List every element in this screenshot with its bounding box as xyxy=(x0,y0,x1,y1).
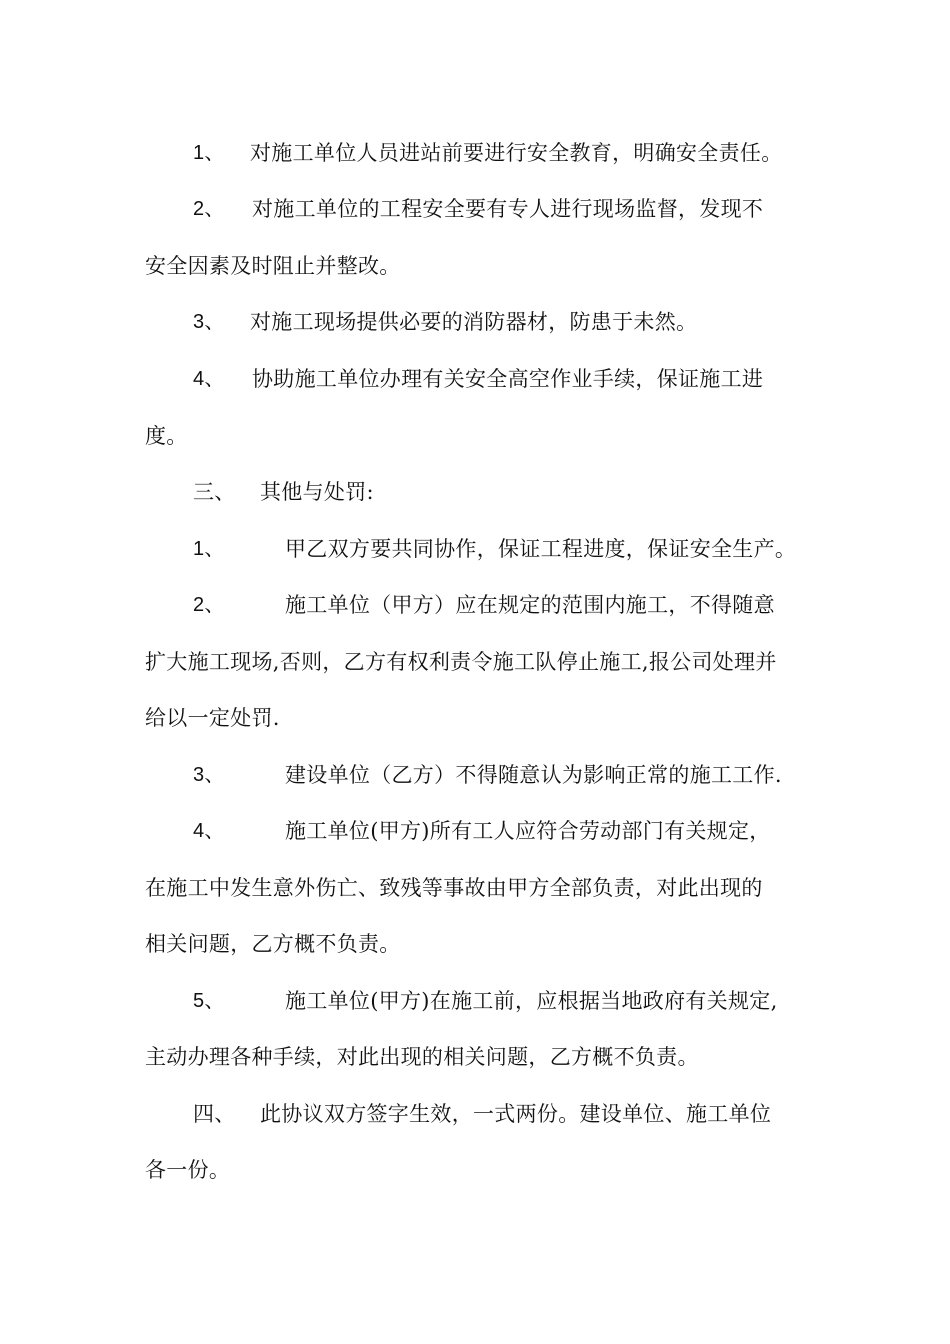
paragraph-continuation xyxy=(0,698,950,738)
item-number: 4、 xyxy=(193,820,225,842)
list-item xyxy=(0,811,950,851)
item-number: 3、 xyxy=(193,311,225,333)
item-text: 扩大施工现场,否则，乙方有权利责令施工队停止施工,报公司处理并 xyxy=(145,650,777,674)
item-text: 施工单位(甲方)在施工前，应根据当地政府有关规定, xyxy=(285,989,778,1013)
item-text: 在施工中发生意外伤亡、致残等事故由甲方全部负责，对此出现的 xyxy=(145,876,763,900)
item-number: 1、 xyxy=(193,142,225,164)
item-number: 2、 xyxy=(193,594,225,616)
list-item xyxy=(0,189,950,229)
item-text: 相关问题，乙方概不负责。 xyxy=(145,932,401,956)
list-item xyxy=(0,755,950,795)
list-item xyxy=(0,529,950,569)
item-number: 5、 xyxy=(193,990,225,1012)
section-title: 其他与处罚: xyxy=(260,480,374,504)
section-heading xyxy=(0,1094,950,1134)
item-text: 对施工现场提供必要的消防器材，防患于未然。 xyxy=(250,310,698,334)
item-text: 度。 xyxy=(145,424,188,448)
item-number: 2、 xyxy=(193,198,225,220)
item-number: 4、 xyxy=(193,368,225,390)
section-heading xyxy=(0,472,950,512)
item-text: 建设单位（乙方）不得随意认为影响正常的施工工作. xyxy=(285,763,782,787)
paragraph-continuation xyxy=(0,642,950,682)
item-text: 对施工单位的工程安全要有专人进行现场监督，发现不 xyxy=(252,197,764,221)
item-text: 主动办理各种手续，对此出现的相关问题，乙方概不负责。 xyxy=(145,1045,699,1069)
list-item xyxy=(0,359,950,399)
section-number: 四、 xyxy=(193,1102,236,1126)
paragraph-continuation xyxy=(0,246,950,286)
item-text: 给以一定处罚. xyxy=(145,706,280,730)
paragraph-continuation xyxy=(0,868,950,908)
paragraph-continuation xyxy=(0,416,950,456)
item-text: 协助施工单位办理有关安全高空作业手续，保证施工进 xyxy=(252,367,764,391)
item-text: 施工单位(甲方)所有工人应符合劳动部门有关规定， xyxy=(285,819,771,843)
section-text: 此协议双方签字生效，一式两份。建设单位、施工单位 xyxy=(260,1102,772,1126)
list-item xyxy=(0,133,950,173)
paragraph-continuation xyxy=(0,1150,950,1190)
item-number: 3、 xyxy=(193,764,225,786)
paragraph-continuation xyxy=(0,924,950,964)
item-text: 对施工单位人员进站前要进行安全教育，明确安全责任。 xyxy=(250,141,783,165)
item-number: 1、 xyxy=(193,538,225,560)
item-text: 安全因素及时阻止并整改。 xyxy=(145,254,401,278)
list-item xyxy=(0,302,950,342)
item-text: 各一份。 xyxy=(145,1158,231,1182)
section-number: 三、 xyxy=(193,480,236,504)
item-text: 施工单位（甲方）应在规定的范围内施工，不得随意 xyxy=(285,593,775,617)
item-text: 甲乙双方要共同协作，保证工程进度，保证安全生产。 xyxy=(285,537,797,561)
list-item xyxy=(0,585,950,625)
list-item xyxy=(0,981,950,1021)
paragraph-continuation xyxy=(0,1037,950,1077)
